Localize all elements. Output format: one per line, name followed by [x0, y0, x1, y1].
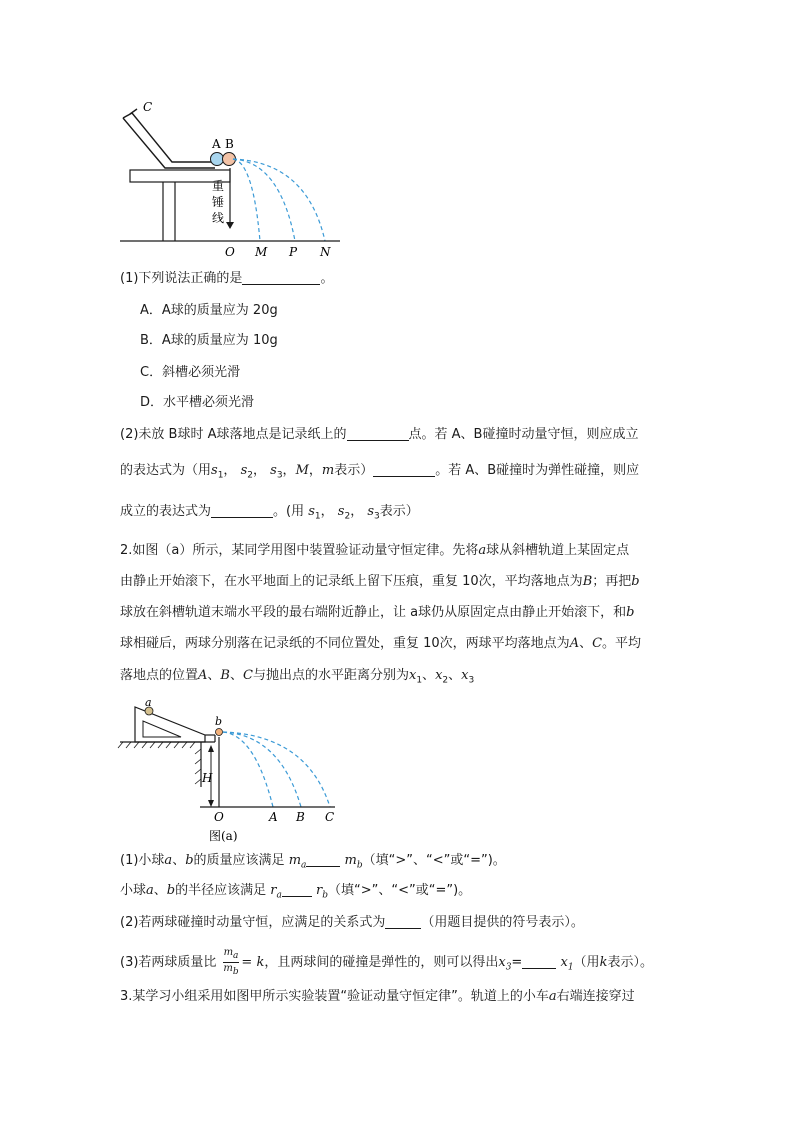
p2-line-5: 落地点的位置A、B、C与抛出点的水平距离分别为$x_1$、$x_2$、$x_3$ — [120, 668, 475, 686]
answer-blank-radius[interactable] — [282, 882, 312, 897]
svg-text:线: 线 — [212, 211, 225, 225]
incline-ramp — [123, 118, 215, 168]
ground-label-p: P — [289, 245, 298, 259]
incline-ramp-inner — [132, 113, 215, 162]
p2-line-2: 由静止开始滚下，在水平地面上的记录纸上留下压痕，重复 10次，平均落地点为B；再把b — [120, 574, 640, 589]
label-a: a — [145, 697, 152, 709]
svg-text:重: 重 — [212, 179, 225, 193]
p3-line-1: 3.某学习小组采用如图甲所示实验装置“验证动量守恒定律”。轨道上的小车a右端连接穿过 — [120, 989, 635, 1004]
p2q1-line-1: (1)小球a、b的质量应该满足 $m_a$ $m_b$（填“>”、“<”或“=”)。 — [120, 853, 506, 871]
option-b: B．A球的质量应为 10g — [140, 333, 278, 348]
option-d: D．水平槽必须光滑 — [140, 395, 255, 410]
ball-b — [216, 729, 223, 736]
q1-line: (1)下列说法正确的是 。 — [120, 271, 334, 286]
trajectory-2 — [233, 159, 295, 241]
trajectory-3 — [223, 732, 330, 807]
answer-blank-q2b[interactable] — [373, 462, 435, 477]
label-b: b — [215, 715, 223, 728]
figure-2 — [115, 697, 345, 847]
mass-ratio-fraction: $\frac{m_a}{m_b}$ — [223, 947, 239, 977]
answer-blank-mass[interactable] — [306, 852, 340, 867]
label-h: H — [202, 771, 213, 785]
figure-caption: 图(a) — [209, 829, 238, 843]
ground-label-m: M — [255, 245, 268, 259]
q2-line-2: 的表达式为（用$s_1$， $s_2$， $s_3$，M，m表示） 。若 A、B碰撞时为弹性碰撞，则应 — [120, 463, 640, 481]
p2-line-1: 2.如图（a）所示，某同学用图中装置验证动量守恒定律。先将a球从斜槽轨道上某固定点 — [120, 543, 630, 558]
ball-a — [211, 153, 224, 166]
q2-line-3: 成立的表达式为 。(用 $s_1$， $s_2$， $s_3$表示） — [120, 504, 419, 522]
p2q2-line: (2)若两球碰撞时动量守恒，应满足的关系式为 （用题目提供的符号表示）。 — [120, 915, 584, 930]
ground-label-c: C — [325, 810, 335, 824]
ground-label-a: A — [269, 810, 278, 824]
answer-blank-q1[interactable] — [242, 270, 320, 285]
label-c: C — [143, 100, 153, 114]
label-a: A — [212, 137, 221, 151]
svg-text:锤: 锤 — [212, 195, 225, 209]
figure-1 — [115, 98, 350, 260]
p2q1-line-2: 小球a、b的半径应该满足 $r_a$ $r_b$（填“>”、“<”或“=”)。 — [120, 883, 472, 901]
ground-label-o: O — [214, 810, 224, 824]
trajectory-3 — [233, 159, 325, 241]
label-b: B — [225, 137, 234, 151]
p2-line-4: 球相碰后，两球分别落在记录纸的不同位置处，重复 10次，两球平均落地点为A、C。平均 — [120, 636, 642, 651]
answer-blank-q2a[interactable] — [347, 426, 409, 441]
p2q3-line: (3)若两球质量比 $\frac{m_a}{m_b}$ = k，且两球间的碰撞是弹性的，则可以得出$x_3= x_1$（用k表示）。 — [120, 947, 653, 977]
trajectory-1 — [233, 159, 260, 241]
option-c: C．斜槽必须光滑 — [140, 365, 241, 380]
answer-blank-momentum[interactable] — [385, 914, 421, 929]
trajectory-1 — [223, 732, 273, 807]
ground-label-b: B — [296, 810, 305, 824]
option-a: A．A球的质量应为 20g — [140, 303, 278, 318]
answer-blank-ratio[interactable] — [522, 954, 556, 969]
trajectory-2 — [223, 732, 301, 807]
q2-line-1: (2)未放 B球时 A球落地点是记录纸上的 点。若 A、B碰撞时动量守恒，则应成立 — [120, 427, 639, 442]
answer-blank-q2c[interactable] — [211, 503, 273, 518]
ground-label-n: N — [320, 245, 331, 259]
p2-line-3: 球放在斜槽轨道末端水平段的最右端附近静止，让 a球仍从原固定点由静止开始滚下，和b — [120, 605, 635, 620]
ground-label-o: O — [225, 245, 235, 259]
